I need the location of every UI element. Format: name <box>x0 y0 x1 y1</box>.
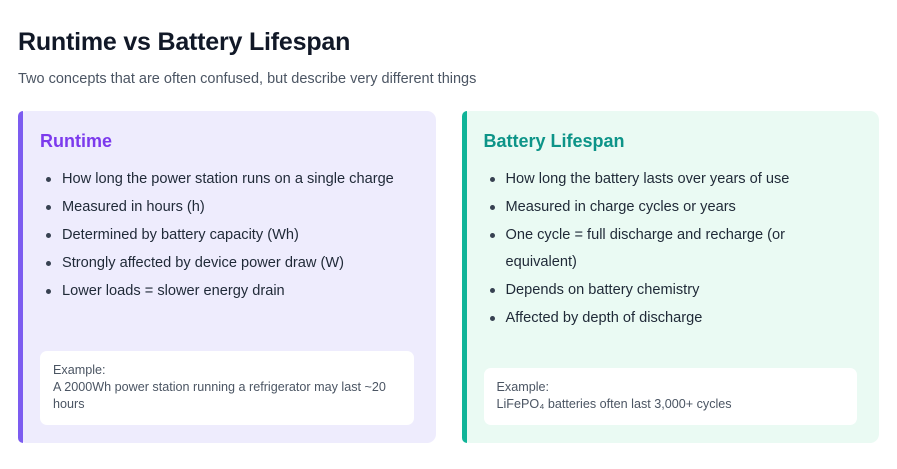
runtime-accent-bar <box>18 111 23 443</box>
runtime-example-box <box>40 351 414 425</box>
list-item: Lower loads = slower energy drain <box>40 278 414 305</box>
list-item: Measured in hours (h) <box>40 194 414 221</box>
list-item: Determined by battery capacity (Wh) <box>40 222 414 249</box>
lifespan-example-text: LiFePO₄ batteries often last 3,000+ cycles <box>496 397 732 411</box>
runtime-bullet-list <box>40 166 414 306</box>
runtime-card <box>18 111 436 443</box>
comparison-cards <box>18 111 879 443</box>
list-item: Measured in charge cycles or years <box>484 194 858 221</box>
lifespan-example-box <box>484 368 858 425</box>
lifespan-bullet-list <box>484 166 858 333</box>
page-subtitle: Two concepts that are often confused, but describe very different things <box>18 71 477 87</box>
list-item: How long the battery lasts over years of use <box>484 166 858 193</box>
lifespan-card-title: Battery Lifespan <box>483 131 625 151</box>
list-item: How long the power station runs on a single charge <box>40 166 414 193</box>
runtime-example-text: A 2000Wh power station running a refrigerator may last ~20 hours <box>53 380 386 411</box>
runtime-example-label: Example: <box>53 363 106 377</box>
runtime-card-title: Runtime <box>40 131 112 151</box>
list-item: Depends on battery chemistry <box>484 277 858 304</box>
list-item: Affected by depth of discharge <box>484 305 858 332</box>
lifespan-example-label: Example: <box>496 380 549 394</box>
list-item: One cycle = full discharge and recharge (or equivalent) <box>484 222 858 276</box>
page-title: Runtime vs Battery Lifespan <box>18 28 351 56</box>
list-item: Strongly affected by device power draw (W) <box>40 250 414 277</box>
lifespan-accent-bar <box>462 111 467 443</box>
battery-lifespan-card <box>462 111 880 443</box>
